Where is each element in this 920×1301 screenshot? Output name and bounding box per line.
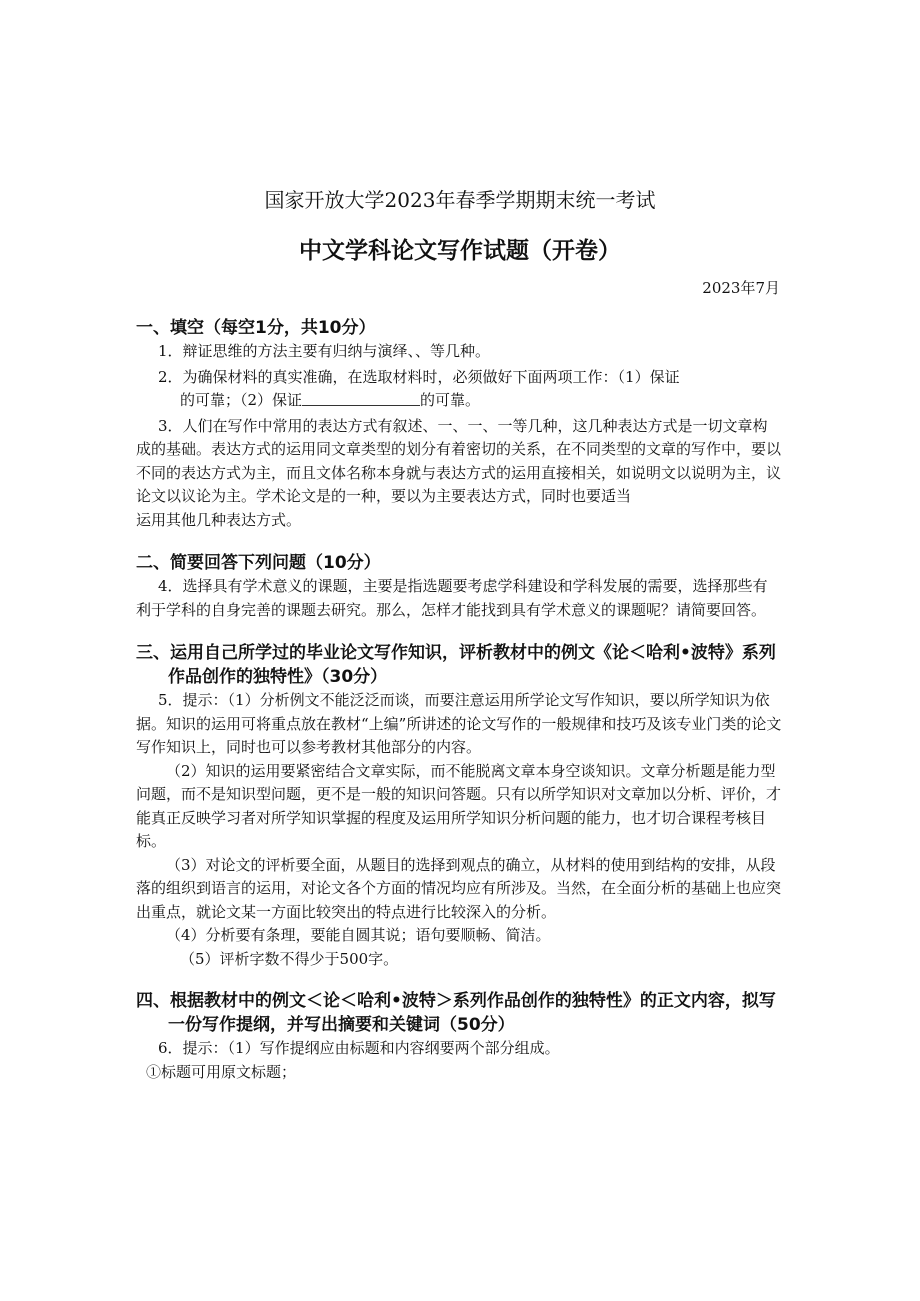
- question-2-text-b: 的可靠。: [420, 391, 481, 409]
- question-2-line-1: 2．为确保材料的真实准确，在选取材料时，必须做好下面两项工作：（1）保证: [158, 367, 680, 386]
- question-6-hint-1: 6．提示：（1）写作提纲应由标题和内容纲要两个部分组成。: [158, 1039, 560, 1057]
- exam-content: [136, 316, 782, 1084]
- question-5-hint-2: （2）知识的运用要紧密结合文章实际，而不能脱离文章本身空谈知识。文章分析题是能力型问题，而不是知识型问题，更不是一般的知识问答题。只有以所学知识对文章加以分析、评价，才能真正反映学习者对所学知识掌握的程度及运用所学知识分析问题的能力，也才切合课程考核目标。: [136, 761, 782, 850]
- exam-date: 2023年7月: [702, 279, 780, 297]
- question-2-line-2: [136, 389, 782, 413]
- section-3-heading: 三、运用自己所学过的毕业论文写作知识，评析教材中的例文《论＜哈利•波特》系列作品创作的独特性》（30分）: [136, 643, 776, 687]
- answer-blank: [302, 391, 420, 406]
- exam-name: 国家开放大学2023年春季学期期末统一考试: [264, 188, 656, 212]
- section-4-heading: 四、根据教材中的例文＜论＜哈利•波特＞系列作品创作的独特性》的正文内容，拟写一份写作提纲，并写出摘要和关键词（50分）: [136, 991, 776, 1035]
- section-2-heading: 二、简要回答下列问题（10分）: [136, 553, 381, 573]
- question-1: 1．辩证思维的方法主要有归纳与演绎、、等几种。: [158, 342, 491, 360]
- section-1-heading: 一、填空（每空1分，共10分）: [136, 318, 376, 338]
- question-5-hint-5: （5）评析字数不得少于500字。: [180, 949, 399, 968]
- question-2-text-a: 的可靠；（2）保证: [180, 391, 303, 409]
- question-5-hint-4: （4）分析要有条理，要能自圆其说；语句要顺畅、简洁。: [166, 926, 551, 944]
- paper-title: 中文学科论文写作试题（开卷）: [299, 238, 621, 264]
- question-5-hint-1: 5．提示：（1）分析例文不能泛泛而谈，而要注意运用所学论文写作知识，要以所学知识为依据。知识的运用可将重点放在教材“上编”所讲述的论文写作的一般规律和技巧及该专业门类的论文写作知识上，同时也可以参考教材其他部分的内容。: [136, 691, 782, 756]
- question-6-hint-2: ①标题可用原文标题；: [146, 1062, 297, 1081]
- question-5-hint-3: （3）对论文的评析要全面，从题目的选择到观点的确立，从材料的使用到结构的安排，从段落的组织到语言的运用，对论文各个方面的情况均应有所涉及。当然，在全面分析的基础上也应突出重点，就论文某一方面比较突出的特点进行比较深入的分析。: [136, 855, 782, 921]
- question-3: 3．人们在写作中常用的表达方式有叙述、一、一、一等几种，这几种表达方式是一切文章构成的基础。表达方式的运用同文章类型的划分有着密切的关系，在不同类型的文章的写作中，要以不同的表达方式为主，而且文体名称本身就与表达方式的运用直接相关，如说明文以说明为主，议论文以议论为主。学术论文是的一种，要以为主要表达方式，同时也要适当: [136, 416, 782, 505]
- question-3-continued: 运用其他几种表达方式。: [136, 510, 302, 529]
- question-4: 4．选择具有学术意义的课题，主要是指选题要考虑学科建设和学科发展的需要，选择那些有利于学科的自身完善的课题去研究。那么，怎样才能找到具有学术意义的课题呢？请简要回答。: [136, 577, 768, 619]
